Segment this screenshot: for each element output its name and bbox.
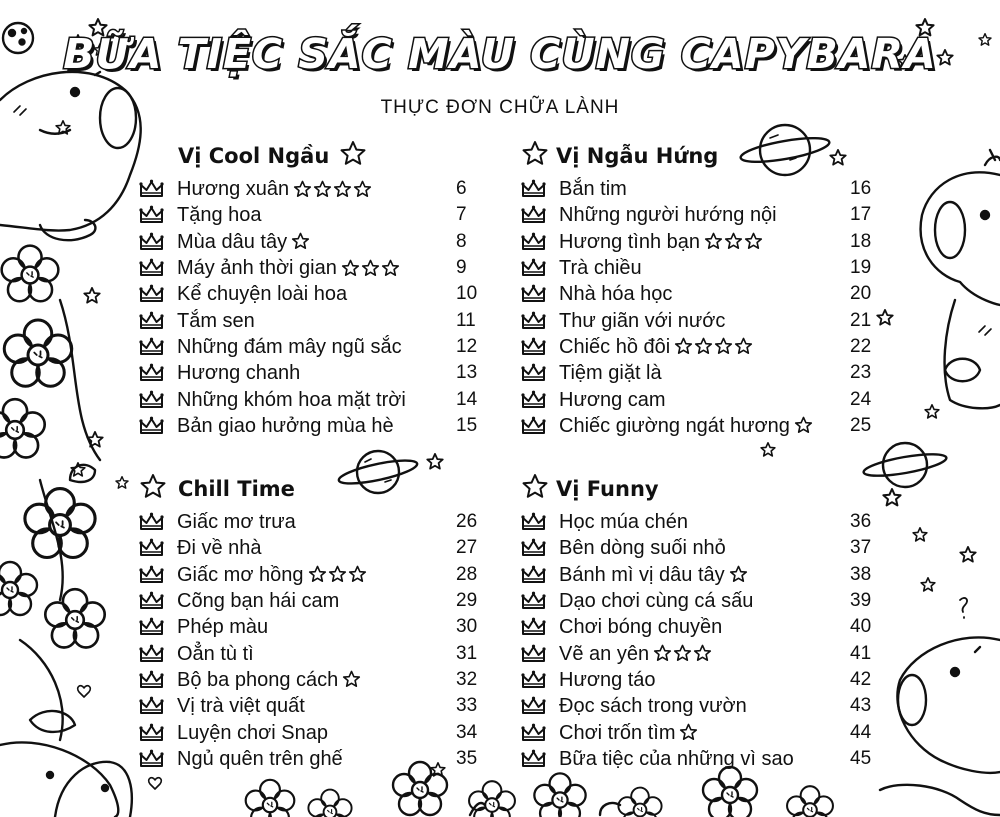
menu-item — [138, 281, 488, 307]
star-icon — [293, 180, 312, 199]
menu-item-label: Oẳn tù tì — [177, 642, 254, 665]
menu-item — [520, 719, 880, 745]
page-number: 17 — [850, 204, 872, 226]
menu-item-label: Tiệm giặt là — [559, 362, 662, 385]
crown-icon — [138, 617, 165, 637]
page-number: 45 — [850, 747, 872, 769]
page-number: 44 — [850, 721, 872, 743]
question-mark-doodle — [960, 598, 967, 618]
star-icon — [520, 139, 550, 169]
star-icon — [353, 180, 372, 199]
crown-icon — [138, 284, 165, 304]
capybara-right-illustration — [921, 150, 1000, 408]
menu-item — [520, 386, 880, 412]
star-icon — [342, 670, 361, 689]
star-icon — [313, 180, 332, 199]
menu-item — [520, 360, 880, 386]
menu-item — [520, 509, 880, 535]
page-title: BỮA TIỆC SẮC MÀU CÙNG CAPYBARA — [63, 30, 937, 78]
crown-icon — [138, 749, 165, 769]
menu-list — [520, 176, 880, 439]
page-number: 12 — [456, 335, 478, 357]
star-icon — [291, 232, 310, 251]
menu-item-label: Trà chiều — [559, 257, 642, 280]
section-vi-cool-ngau — [138, 142, 488, 439]
crown-icon — [138, 258, 165, 278]
menu-item-label: Bộ ba phong cách — [177, 668, 339, 691]
page-number: 14 — [456, 388, 478, 410]
left-flower-border-illustration — [0, 246, 118, 817]
star-icon — [381, 259, 400, 278]
rating-stars — [679, 723, 698, 742]
menu-item-label: Hương cam — [559, 388, 666, 411]
page-number: 21 — [850, 309, 872, 331]
menu-item-label: Hương chanh — [177, 362, 301, 385]
menu-item — [520, 281, 880, 307]
page-number: 29 — [456, 590, 478, 612]
star-icon — [714, 337, 733, 356]
crown-icon — [520, 644, 547, 664]
star-icon — [348, 565, 367, 584]
menu-item — [520, 413, 880, 439]
menu-item — [138, 614, 488, 640]
page-number: 26 — [456, 511, 478, 533]
menu-item — [520, 693, 880, 719]
page-number: 33 — [456, 695, 478, 717]
page-number: 40 — [850, 616, 872, 638]
page-number: 6 — [456, 178, 467, 200]
menu-item-label: Hương xuân — [177, 178, 290, 201]
menu-item — [520, 562, 880, 588]
menu-item — [138, 746, 488, 772]
menu-item — [138, 202, 488, 228]
star-icon — [674, 337, 693, 356]
crown-icon — [520, 538, 547, 558]
section-chill-time — [138, 475, 488, 772]
rating-stars — [653, 644, 712, 663]
crown-icon — [520, 205, 547, 225]
page-number: 7 — [456, 204, 467, 226]
crown-icon — [138, 179, 165, 199]
star-icon — [679, 723, 698, 742]
page-number: 37 — [850, 537, 872, 559]
crown-icon — [520, 670, 547, 690]
page-number: 9 — [456, 257, 467, 279]
page-number: 11 — [456, 309, 476, 331]
menu-item-label: Luyện chơi Snap — [177, 721, 328, 744]
page-number: 13 — [456, 362, 478, 384]
crown-icon — [138, 696, 165, 716]
page-number: 27 — [456, 537, 478, 559]
star-icon — [794, 416, 813, 435]
page-number: 10 — [456, 283, 478, 305]
menu-item-label: Những người hướng nội — [559, 204, 777, 227]
crown-icon — [520, 390, 547, 410]
crown-icon — [138, 591, 165, 611]
menu-item — [138, 334, 488, 360]
crown-icon — [138, 311, 165, 331]
page-subtitle: THỰC ĐƠN CHỮA LÀNH — [380, 97, 620, 118]
menu-item — [520, 334, 880, 360]
crown-icon — [520, 179, 547, 199]
section-title: Vị Cool Ngầu — [178, 144, 330, 168]
menu-item — [138, 509, 488, 535]
crown-icon — [138, 565, 165, 585]
page-number: 34 — [456, 721, 478, 743]
menu-item-label: Phép màu — [177, 616, 269, 639]
rating-stars — [308, 565, 367, 584]
page-number: 43 — [850, 695, 872, 717]
page-number: 35 — [456, 747, 478, 769]
menu-item-label: Chơi trốn tìm — [559, 721, 676, 744]
crown-icon — [520, 311, 547, 331]
star-icon — [333, 180, 352, 199]
star-icon — [724, 232, 743, 251]
star-icon — [341, 259, 360, 278]
crown-icon — [138, 512, 165, 532]
crown-icon — [520, 284, 547, 304]
crown-icon — [138, 670, 165, 690]
menu-item-label: Bản giao hưởng mùa hè — [177, 414, 394, 437]
page-number: 22 — [850, 335, 872, 357]
menu-item-label: Chơi bóng chuyền — [559, 616, 723, 639]
menu-item — [520, 667, 880, 693]
page-number: 41 — [850, 642, 872, 664]
menu-item-label: Bánh mì vị dâu tây — [559, 563, 725, 586]
star-icon — [734, 337, 753, 356]
crown-icon — [520, 591, 547, 611]
rating-stars — [341, 259, 400, 278]
menu-item-label: Bắn tim — [559, 178, 627, 201]
menu-item — [520, 746, 880, 772]
menu-item — [520, 202, 880, 228]
menu-item — [138, 413, 488, 439]
crown-icon — [520, 696, 547, 716]
crown-icon — [138, 205, 165, 225]
crown-icon — [138, 723, 165, 743]
menu-item-label: Chiếc hồ đôi — [559, 335, 671, 358]
crown-icon — [520, 337, 547, 357]
page-number: 38 — [850, 563, 872, 585]
menu-item-label: Kể chuyện loài hoa — [177, 283, 348, 306]
menu-item-label: Đi về nhà — [177, 537, 262, 560]
crown-icon — [138, 416, 165, 436]
menu-list — [138, 509, 488, 772]
menu-item-label: Hương táo — [559, 668, 656, 691]
menu-item — [138, 255, 488, 281]
section-title: Vị Funny — [556, 477, 659, 501]
menu-item-label: Bên dòng suối nhỏ — [559, 537, 726, 560]
page-number: 31 — [456, 642, 478, 664]
menu-item — [138, 229, 488, 255]
crown-icon — [520, 258, 547, 278]
menu-item-label: Dạo chơi cùng cá sấu — [559, 590, 754, 613]
star-icon — [361, 259, 380, 278]
crown-icon — [138, 390, 165, 410]
menu-item — [138, 693, 488, 719]
page-number: 28 — [456, 563, 478, 585]
menu-item-label: Chiếc giường ngát hương — [559, 414, 790, 437]
star-icon — [138, 472, 168, 502]
menu-list — [138, 176, 488, 439]
menu-item — [520, 614, 880, 640]
menu-item-label: Giấc mơ trưa — [177, 511, 296, 534]
menu-item — [138, 386, 488, 412]
section-vi-ngau-hung — [520, 142, 880, 439]
rating-stars — [704, 232, 763, 251]
menu-item — [520, 229, 880, 255]
section-vi-funny — [520, 475, 880, 772]
menu-item — [138, 719, 488, 745]
menu-item-label: Thư giãn với nước — [559, 309, 726, 332]
menu-item — [138, 640, 488, 666]
crown-icon — [138, 644, 165, 664]
crown-icon — [138, 363, 165, 383]
page-number: 8 — [456, 230, 467, 252]
crown-icon — [138, 337, 165, 357]
menu-item-label: Bữa tiệc của những vì sao — [559, 747, 794, 770]
crown-icon — [520, 617, 547, 637]
crown-icon — [520, 416, 547, 436]
menu-item-label: Giấc mơ hồng — [177, 563, 304, 586]
page-number: 24 — [850, 388, 872, 410]
star-icon — [520, 472, 550, 502]
page-number: 15 — [456, 414, 478, 436]
menu-item-label: Vẽ an yên — [559, 642, 650, 665]
menu-item-label: Những đám mây ngũ sắc — [177, 335, 402, 358]
menu-item — [520, 588, 880, 614]
menu-item — [138, 535, 488, 561]
page-number: 30 — [456, 616, 478, 638]
star-icon — [308, 565, 327, 584]
section-title: Chill Time — [178, 477, 295, 501]
menu-item-label: Mùa dâu tây — [177, 230, 288, 253]
menu-item-label: Đọc sách trong vườn — [559, 695, 747, 718]
page-number: 23 — [850, 362, 872, 384]
menu-item — [520, 176, 880, 202]
menu-item-label: Nhà hóa học — [559, 283, 673, 306]
menu-item-label: Vị trà việt quất — [177, 695, 305, 718]
menu-item-label: Ngủ quên trên ghế — [177, 747, 343, 770]
menu-item-label: Máy ảnh thời gian — [177, 257, 337, 280]
page-number: 18 — [850, 230, 872, 252]
menu-item — [520, 307, 880, 333]
menu-item-label: Tắm sen — [177, 309, 255, 332]
star-icon — [744, 232, 763, 251]
menu-item — [138, 588, 488, 614]
crown-icon — [520, 512, 547, 532]
menu-item-label: Những khóm hoa mặt trời — [177, 388, 406, 411]
page-number: 42 — [850, 668, 872, 690]
menu-item-label: Tặng hoa — [177, 204, 262, 227]
menu-item — [138, 176, 488, 202]
rating-stars — [674, 337, 753, 356]
rating-stars — [794, 416, 813, 435]
star-icon — [673, 644, 692, 663]
page-number: 16 — [850, 178, 872, 200]
menu-item — [138, 667, 488, 693]
crown-icon — [520, 232, 547, 252]
star-icon — [653, 644, 672, 663]
page-number: 39 — [850, 590, 872, 612]
star-icon — [704, 232, 723, 251]
page-number: 19 — [850, 257, 872, 279]
capybara-bottom-right-illustration — [880, 637, 1000, 815]
crown-icon — [138, 232, 165, 252]
menu-item-label: Cõng bạn hái cam — [177, 590, 340, 613]
page-number: 36 — [850, 511, 872, 533]
page-number: 20 — [850, 283, 872, 305]
star-icon — [328, 565, 347, 584]
menu-item-label: Học múa chén — [559, 511, 688, 534]
menu-list — [520, 509, 880, 772]
menu-item — [138, 360, 488, 386]
page-number: 32 — [456, 668, 478, 690]
menu-item — [520, 255, 880, 281]
crown-icon — [520, 723, 547, 743]
crown-icon — [520, 749, 547, 769]
crown-icon — [138, 538, 165, 558]
menu-item — [520, 535, 880, 561]
section-title: Vị Ngẫu Hứng — [556, 144, 719, 168]
rating-stars — [729, 565, 748, 584]
menu-item — [138, 307, 488, 333]
menu-item-label: Hương tình bạn — [559, 230, 701, 253]
rating-stars — [342, 670, 361, 689]
star-icon — [729, 565, 748, 584]
rating-stars — [293, 180, 372, 199]
star-icon — [694, 337, 713, 356]
rating-stars — [291, 232, 310, 251]
page-number: 25 — [850, 414, 872, 436]
menu-item — [520, 640, 880, 666]
star-icon — [338, 139, 368, 169]
crown-icon — [520, 565, 547, 585]
crown-icon — [520, 363, 547, 383]
star-icon — [693, 644, 712, 663]
menu-item — [138, 562, 488, 588]
